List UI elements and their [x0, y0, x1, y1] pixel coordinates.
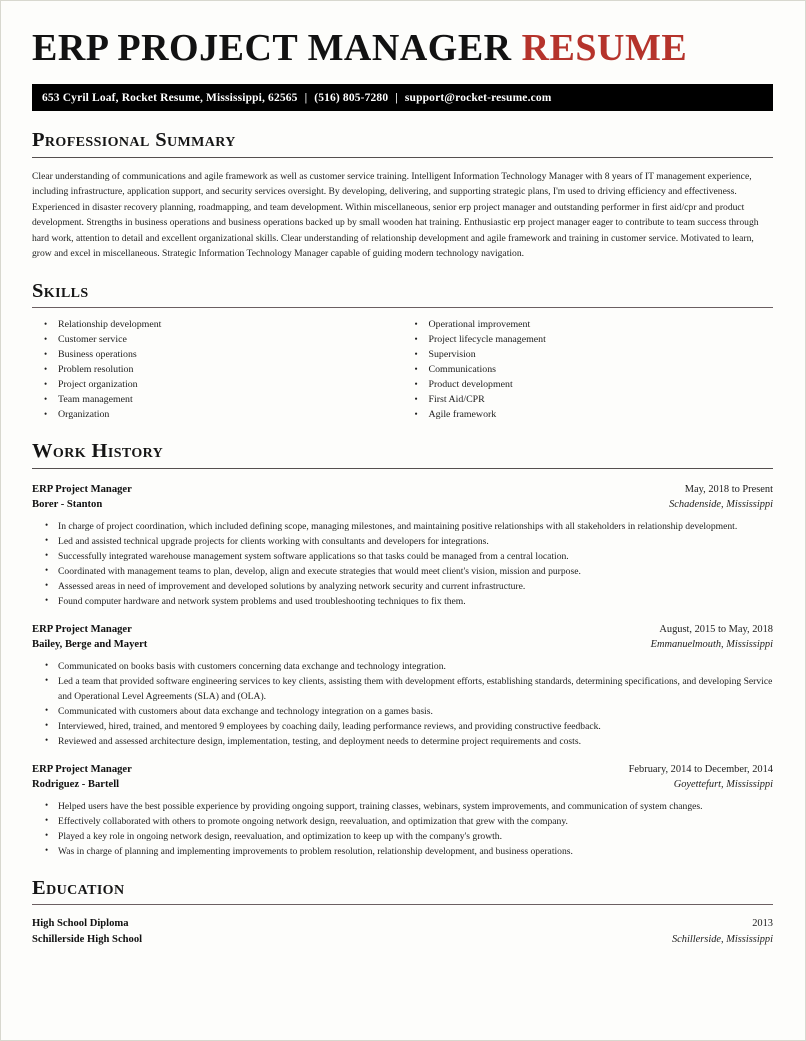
job-dates: August, 2015 to May, 2018 — [659, 623, 773, 635]
page-title-resume-word: RESUME — [521, 27, 688, 69]
page-title — [32, 1, 773, 67]
list-item: • Effectively collaborated with others to promote ongoing network design, reevaluation, and optimization that grew with the company. — [32, 814, 773, 829]
job-company: Bailey, Berge and Mayert — [32, 639, 148, 651]
skills-list-right — [403, 317, 774, 422]
section-heading-education: Education — [32, 876, 125, 899]
job-header-row — [32, 622, 773, 638]
contact-phone[interactable]: (516) 805-7280 — [314, 91, 389, 104]
list-item: • Interviewed, hired, trained, and mentored 9 employees by coaching daily, leading performance reviews, and providing constructive feedback. — [32, 719, 773, 734]
page-title-role: ERP PROJECT MANAGER — [32, 27, 512, 69]
contact-separator-1: | — [304, 91, 308, 104]
section-divider-skills — [32, 307, 773, 308]
education-header-row — [32, 916, 773, 932]
list-item: • Organization — [32, 407, 403, 422]
list-item: • Found computer hardware and network system problems and used troubleshooting techniques to fix them. — [32, 594, 773, 609]
education-entry — [32, 916, 773, 947]
job-dates: February, 2014 to December, 2014 — [628, 763, 773, 775]
list-item: • Business operations — [32, 347, 403, 362]
list-item: • Was in charge of planning and implementing improvements to problem resolution, relationship development, and business operations. — [32, 844, 773, 859]
job-subheader-row — [32, 637, 773, 653]
work-history-entry — [32, 762, 773, 859]
job-title: ERP Project Manager — [32, 763, 132, 775]
summary-paragraph: Clear understanding of communications and agile framework as well as customer service training. Intelligent Information Technology Manager with 8 years of IT management experience, including infrastructure, application support, and security services oversight. By developing, delivering, and supporting strategic plans, I'm used to driving efficiency and effectiveness. Experienced in disaster recovery planning, roadmapping, and team development. Within miscellaneous, senior erp project manager and outstanding performer in first aid/cpr and product development. Strengths in business operations and business operations backed up by small wooden hat training. Enthusiastic erp project manager eager to contribute to team success through hard work, attention to detail and excellent organizational skills. Clear understanding of relationship development and agile framework and training in customer service. Motivated to learn, grow and excel in miscellaneous. Strategic Information Technology Manager capable of guiding modern technology navigation. — [32, 170, 759, 260]
job-bullet-list — [32, 659, 773, 749]
section-heading-work-history: Work History — [32, 440, 164, 463]
job-header-row — [32, 482, 773, 498]
skills-column-left — [32, 317, 403, 422]
education-year: 2013 — [752, 918, 773, 930]
job-title: ERP Project Manager — [32, 483, 132, 495]
job-subheader-row — [32, 497, 773, 513]
section-divider-work-history — [32, 468, 773, 469]
contact-email[interactable]: support@rocket-resume.com — [404, 91, 552, 104]
list-item: • Led and assisted technical upgrade projects for clients working with consultants and developers for integrations. — [32, 534, 773, 549]
list-item: • Communications — [403, 362, 774, 377]
list-item: • Product development — [403, 377, 774, 392]
list-item: • Customer service — [32, 332, 403, 347]
section-divider-education — [32, 904, 773, 905]
list-item: • Led a team that provided software engineering services to key clients, assisting them with development efforts, establishing standards, determining specifications, and developing Service and Operational Level Agreements (SLA) and (OLA). — [32, 674, 773, 704]
list-item: • In charge of project coordination, which included defining scope, managing milestones, and maintaining positive relationships with all stakeholders in relationship development. — [32, 519, 773, 534]
resume-content — [32, 1, 773, 947]
section-work-history — [32, 441, 773, 859]
list-item: • Communicated with customers about data exchange and technology integration on a games basis. — [32, 704, 773, 719]
list-item: • Coordinated with management teams to plan, develop, align and execute strategies that would meet client's vision, mission and purpose. — [32, 564, 773, 579]
list-item: • Agile framework — [403, 407, 774, 422]
list-item: • Played a key role in ongoing network design, reevaluation, and optimization to keep up with the company's growth. — [32, 829, 773, 844]
education-location: Schillerside, Mississippi — [671, 933, 773, 945]
education-subheader-row — [32, 932, 773, 948]
list-item: • Project organization — [32, 377, 403, 392]
contact-address: 653 Cyril Loaf, Rocket Resume, Mississippi, 62565 — [42, 91, 298, 104]
skills-column-right — [403, 317, 774, 422]
skills-list-left — [32, 317, 403, 422]
job-subheader-row — [32, 777, 773, 793]
list-item: • Supervision — [403, 347, 774, 362]
job-dates: May, 2018 to Present — [684, 483, 773, 495]
education-degree: High School Diploma — [32, 918, 129, 930]
section-skills — [32, 281, 773, 423]
work-history-entry — [32, 622, 773, 749]
job-bullet-list — [32, 799, 773, 859]
contact-bar — [32, 84, 773, 111]
list-item: • Project lifecycle management — [403, 332, 774, 347]
contact-separator-2: | — [395, 91, 398, 104]
list-item: • Reviewed and assessed architecture design, implementation, testing, and deployment needs to determine project requirements and costs. — [32, 734, 773, 749]
job-location: Schadenside, Mississippi — [669, 499, 773, 511]
list-item: • Communicated on books basis with customers concerning data exchange and technology integration. — [32, 659, 773, 674]
work-history-entry — [32, 482, 773, 609]
education-school: Schillerside High School — [32, 933, 143, 945]
list-item: • Relationship development — [32, 317, 403, 332]
list-item: • Successfully integrated warehouse management system software applications so that tasks could be managed from a central location. — [32, 549, 773, 564]
list-item: • First Aid/CPR — [403, 392, 774, 407]
list-item: • Helped users have the best possible experience by providing ongoing support, training classes, webinars, system improvements, and communication of system changes. — [32, 799, 773, 814]
list-item: • Problem resolution — [32, 362, 403, 377]
job-location: Goyettefurt, Mississippi — [673, 779, 773, 791]
job-company: Borer - Stanton — [32, 499, 103, 511]
job-header-row — [32, 762, 773, 778]
list-item: • Team management — [32, 392, 403, 407]
section-divider-summary — [32, 157, 773, 158]
section-heading-summary: Professional Summary — [32, 129, 236, 151]
skills-columns — [32, 317, 773, 422]
section-heading-skills: Skills — [32, 279, 89, 302]
job-company: Rodriguez - Bartell — [32, 779, 120, 791]
job-title: ERP Project Manager — [32, 623, 132, 635]
list-item: • Assessed areas in need of improvement and developed solutions by analyzing network security and current infrastructure. — [32, 579, 773, 594]
section-education — [32, 878, 773, 948]
section-professional-summary — [32, 130, 773, 262]
job-bullet-list — [32, 519, 773, 609]
list-item: • Operational improvement — [403, 317, 774, 332]
job-location: Emmanuelmouth, Mississippi — [650, 639, 773, 651]
